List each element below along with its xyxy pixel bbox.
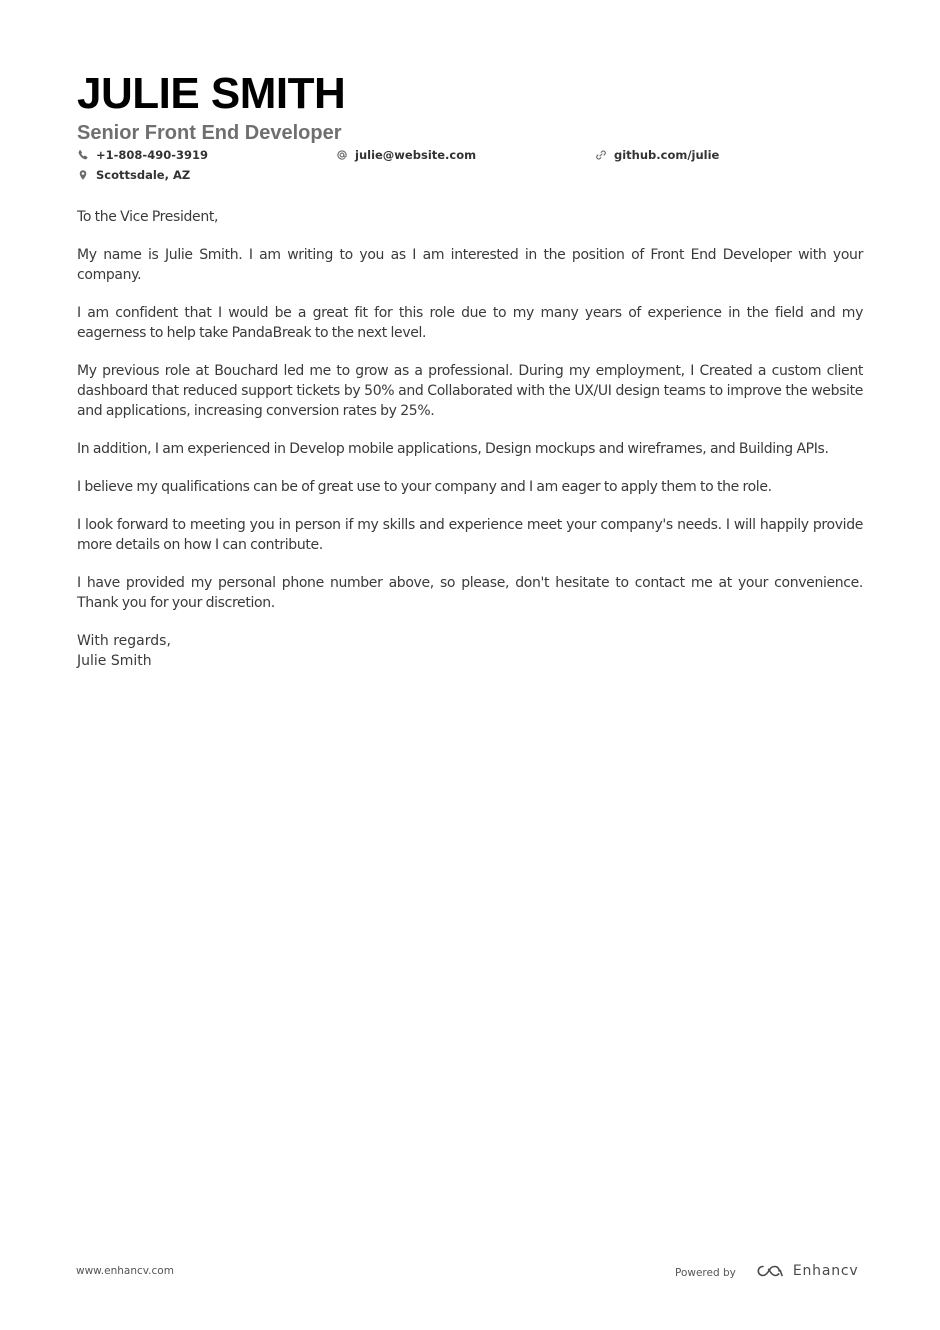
contact-phone[interactable] <box>77 147 208 163</box>
footer-brand[interactable] <box>675 1262 859 1280</box>
contact-location <box>77 167 190 183</box>
letter-paragraph: In addition, I am experienced in Develop mobile applications, Design mockups and wireframes, and Building APIs. <box>77 441 829 457</box>
letter-paragraph: My name is Julie Smith. I am writing to you as I am interested in the position of Front End Developer with your company. <box>77 247 863 283</box>
footer-website-link[interactable]: www.enhancv.com <box>76 1265 174 1277</box>
letter-paragraph: I am confident that I would be a great fit for this role due to my many years of experience in the field and my eagerness to help take PandaBreak to the next level. <box>77 305 863 341</box>
letter-paragraph: I have provided my personal phone number above, so please, don't hesitate to contact me at your convenience. Thank you for your discretion. <box>77 575 863 611</box>
candidate-name: JULIE SMITH <box>77 69 346 118</box>
letter-body <box>77 207 863 671</box>
letter-paragraph: I look forward to meeting you in person if my skills and experience meet your company's needs. I will happily provide more details on how I can contribute. <box>77 517 863 553</box>
signature-name: Julie Smith <box>77 653 152 669</box>
email-text: julie@website.com <box>355 148 477 162</box>
enhancv-logo-icon <box>754 1262 786 1280</box>
at-icon <box>336 149 348 161</box>
contact-github[interactable] <box>595 147 719 163</box>
location-text: Scottsdale, AZ <box>96 168 191 182</box>
letter-paragraph: My previous role at Bouchard led me to grow as a professional. During my employment, I Created a custom client dashboard that reduced support tickets by 50% and Collaborated with the UX/UI design teams to improve the website and applications, increasing conversion rates by 25%. <box>77 363 863 419</box>
github-text: github.com/julie <box>614 148 720 162</box>
letter-paragraph: I believe my qualifications can be of great use to your company and I am eager to apply them to the role. <box>77 479 772 495</box>
enhancv-wordmark: Enhancv <box>792 1263 859 1279</box>
phone-text: +1-808-490-3919 <box>96 148 208 162</box>
map-pin-icon <box>77 169 89 181</box>
link-icon <box>595 149 607 161</box>
phone-icon <box>77 149 89 161</box>
letter-greeting: To the Vice President, <box>77 209 219 225</box>
candidate-title: Senior Front End Developer <box>77 122 342 144</box>
powered-by-label: Powered by <box>675 1267 736 1279</box>
letter-closing <box>77 631 863 671</box>
contact-email[interactable] <box>336 147 476 163</box>
closing-phrase: With regards, <box>77 633 171 649</box>
